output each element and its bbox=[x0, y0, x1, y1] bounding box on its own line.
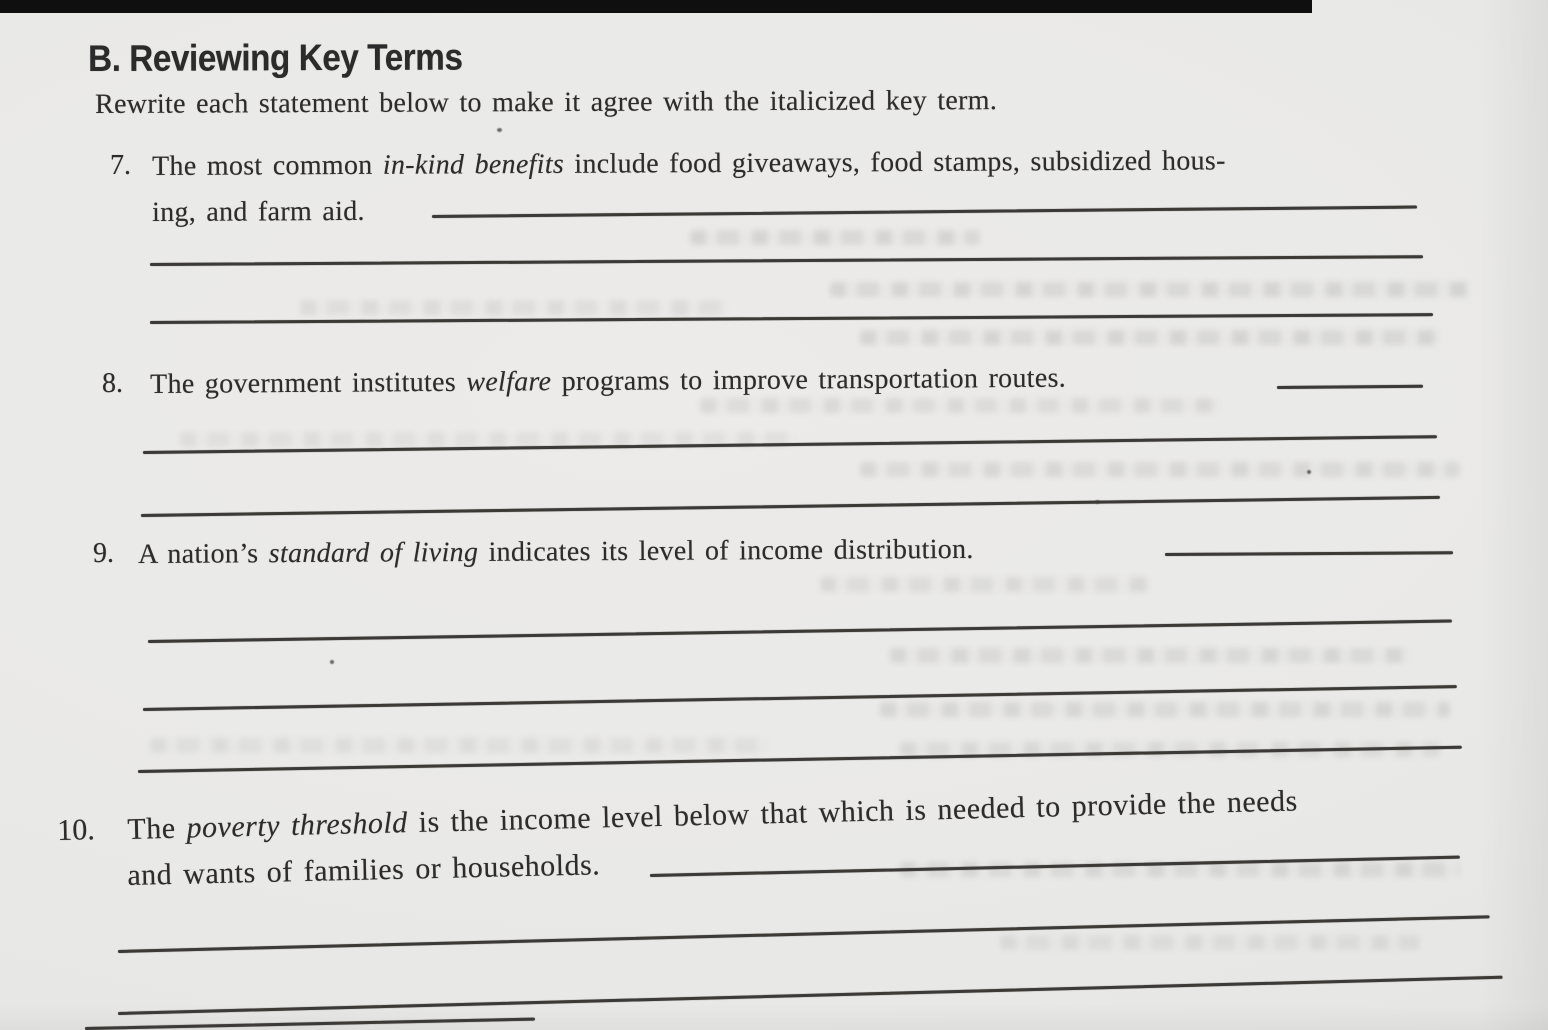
bleedthrough-smudge bbox=[820, 577, 1150, 592]
question-text: A nation’s bbox=[138, 538, 269, 570]
bleedthrough-smudge bbox=[830, 282, 1470, 297]
bleedthrough-smudge bbox=[890, 648, 1410, 663]
answer-write-line bbox=[1165, 551, 1453, 556]
ink-speck bbox=[497, 128, 502, 132]
question-text: is the income level below that which is needed to provide the needs bbox=[407, 784, 1299, 840]
ink-speck bbox=[1307, 470, 1311, 474]
question-10-text-line-1 bbox=[127, 783, 1298, 848]
question-9-text bbox=[138, 533, 974, 572]
bleedthrough-smudge bbox=[1000, 935, 1420, 950]
answer-write-line bbox=[1277, 385, 1423, 389]
question-7-number: 7. bbox=[110, 150, 131, 181]
question-text: The most common bbox=[152, 149, 383, 182]
bleedthrough-smudge bbox=[150, 738, 770, 753]
question-8-number: 8. bbox=[102, 368, 123, 399]
bleedthrough-smudge bbox=[860, 462, 1460, 477]
question-text: include food giveaways, food stamps, subsidized hous- bbox=[563, 145, 1226, 180]
question-9-number: 9. bbox=[93, 538, 114, 569]
scan-shadow-right bbox=[1478, 0, 1548, 1030]
bleedthrough-smudge bbox=[880, 702, 1450, 717]
question-10-number: 10. bbox=[57, 813, 96, 847]
instructions-text: Rewrite each statement below to make it agree with the italicized key term. bbox=[95, 85, 998, 120]
question-text: The bbox=[127, 811, 187, 846]
question-text: The government institutes bbox=[150, 366, 467, 400]
answer-write-line bbox=[148, 620, 1452, 643]
question-7-text-line-1 bbox=[152, 144, 1226, 183]
bleedthrough-smudge bbox=[690, 230, 980, 245]
section-heading: B. Reviewing Key Terms bbox=[88, 36, 463, 79]
scan-edge-black-bar bbox=[0, 0, 1312, 13]
answer-write-line bbox=[150, 255, 1423, 266]
question-text: indicates its level of income distribution. bbox=[478, 533, 974, 568]
key-term-italic: poverty threshold bbox=[186, 806, 409, 845]
bleedthrough-smudge bbox=[860, 330, 1440, 345]
key-term-italic: welfare bbox=[466, 366, 552, 398]
bleedthrough-smudge bbox=[300, 300, 730, 315]
answer-write-line bbox=[432, 206, 1417, 218]
question-8-text bbox=[150, 362, 1066, 402]
ink-speck bbox=[330, 660, 334, 664]
key-term-italic: standard of living bbox=[268, 536, 479, 570]
answer-write-line bbox=[141, 496, 1440, 517]
question-10-text-line-2: and wants of families or households. bbox=[127, 848, 601, 892]
key-term-italic: in-kind benefits bbox=[382, 148, 565, 181]
question-7-text-line-2: ing, and farm aid. bbox=[152, 195, 365, 228]
question-text: programs to improve transportation routes. bbox=[551, 362, 1067, 398]
bleedthrough-smudge bbox=[700, 398, 1220, 413]
